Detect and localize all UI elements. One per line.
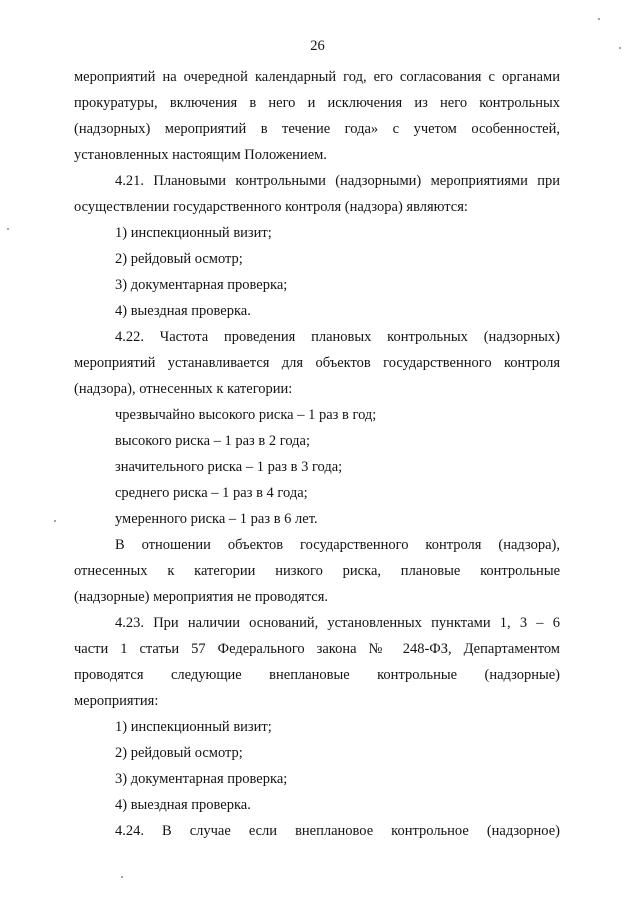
text-line: мероприятий на очередной календарный год, его согласования с органами [74, 69, 560, 85]
scan-speck [598, 18, 600, 20]
paragraph-4-22-line: 4.22. Частота проведения плановых контрольных (надзорных) [115, 329, 560, 345]
risk-category-item: среднего риска – 1 раз в 4 года; [115, 485, 308, 501]
text-line: осуществлении государственного контроля (надзора) являются: [74, 199, 468, 215]
list-item: 4) выездная проверка. [115, 303, 251, 319]
paragraph-4-23-line: 4.23. При наличии оснований, установленных пунктами 1, 3 – 6 [115, 615, 560, 631]
text-line: части 1 статьи 57 Федерального закона № 248-ФЗ, Департаментом [74, 641, 560, 657]
text-line: отнесенных к категории низкого риска, плановые контрольные [74, 563, 560, 579]
paragraph-4-21-line: 4.21. Плановыми контрольными (надзорными) мероприятиями при [115, 173, 560, 189]
text-line: (надзорные) мероприятия не проводятся. [74, 589, 329, 605]
text-line: (надзорных) мероприятий в течение года» с учетом особенностей, [74, 121, 560, 137]
scan-speck [619, 47, 621, 49]
list-item: 2) рейдовый осмотр; [115, 251, 243, 267]
text-line: установленных настоящим Положением. [74, 147, 327, 163]
list-item: 3) документарная проверка; [115, 771, 288, 787]
risk-category-item: чрезвычайно высокого риска – 1 раз в год; [115, 407, 377, 423]
list-item: 2) рейдовый осмотр; [115, 745, 243, 761]
scan-speck [121, 876, 123, 878]
list-item: 1) инспекционный визит; [115, 225, 272, 241]
document-body [74, 64, 560, 844]
paragraph-4-24-line: 4.24. В случае если внеплановое контрольное (надзорное) [115, 823, 560, 839]
scan-speck [54, 520, 56, 522]
text-line: мероприятия: [74, 693, 159, 709]
risk-category-item: значительного риска – 1 раз в 3 года; [115, 459, 343, 475]
text-line: прокуратуры, включения в него и исключения из него контрольных [74, 95, 560, 111]
risk-category-item: умеренного риска – 1 раз в 6 лет. [115, 511, 318, 527]
scan-speck [7, 228, 9, 230]
list-item: 4) выездная проверка. [115, 797, 251, 813]
text-line: (надзора), отнесенных к категории: [74, 381, 293, 397]
text-line: мероприятий устанавливается для объектов государственного контроля [74, 355, 560, 371]
page-number: 26 [310, 38, 325, 54]
text-line: проводятся следующие внеплановые контрольные (надзорные) [74, 667, 560, 683]
list-item: 3) документарная проверка; [115, 277, 288, 293]
risk-category-item: высокого риска – 1 раз в 2 года; [115, 433, 311, 449]
text-line: В отношении объектов государственного контроля (надзора), [115, 537, 560, 553]
list-item: 1) инспекционный визит; [115, 719, 272, 735]
